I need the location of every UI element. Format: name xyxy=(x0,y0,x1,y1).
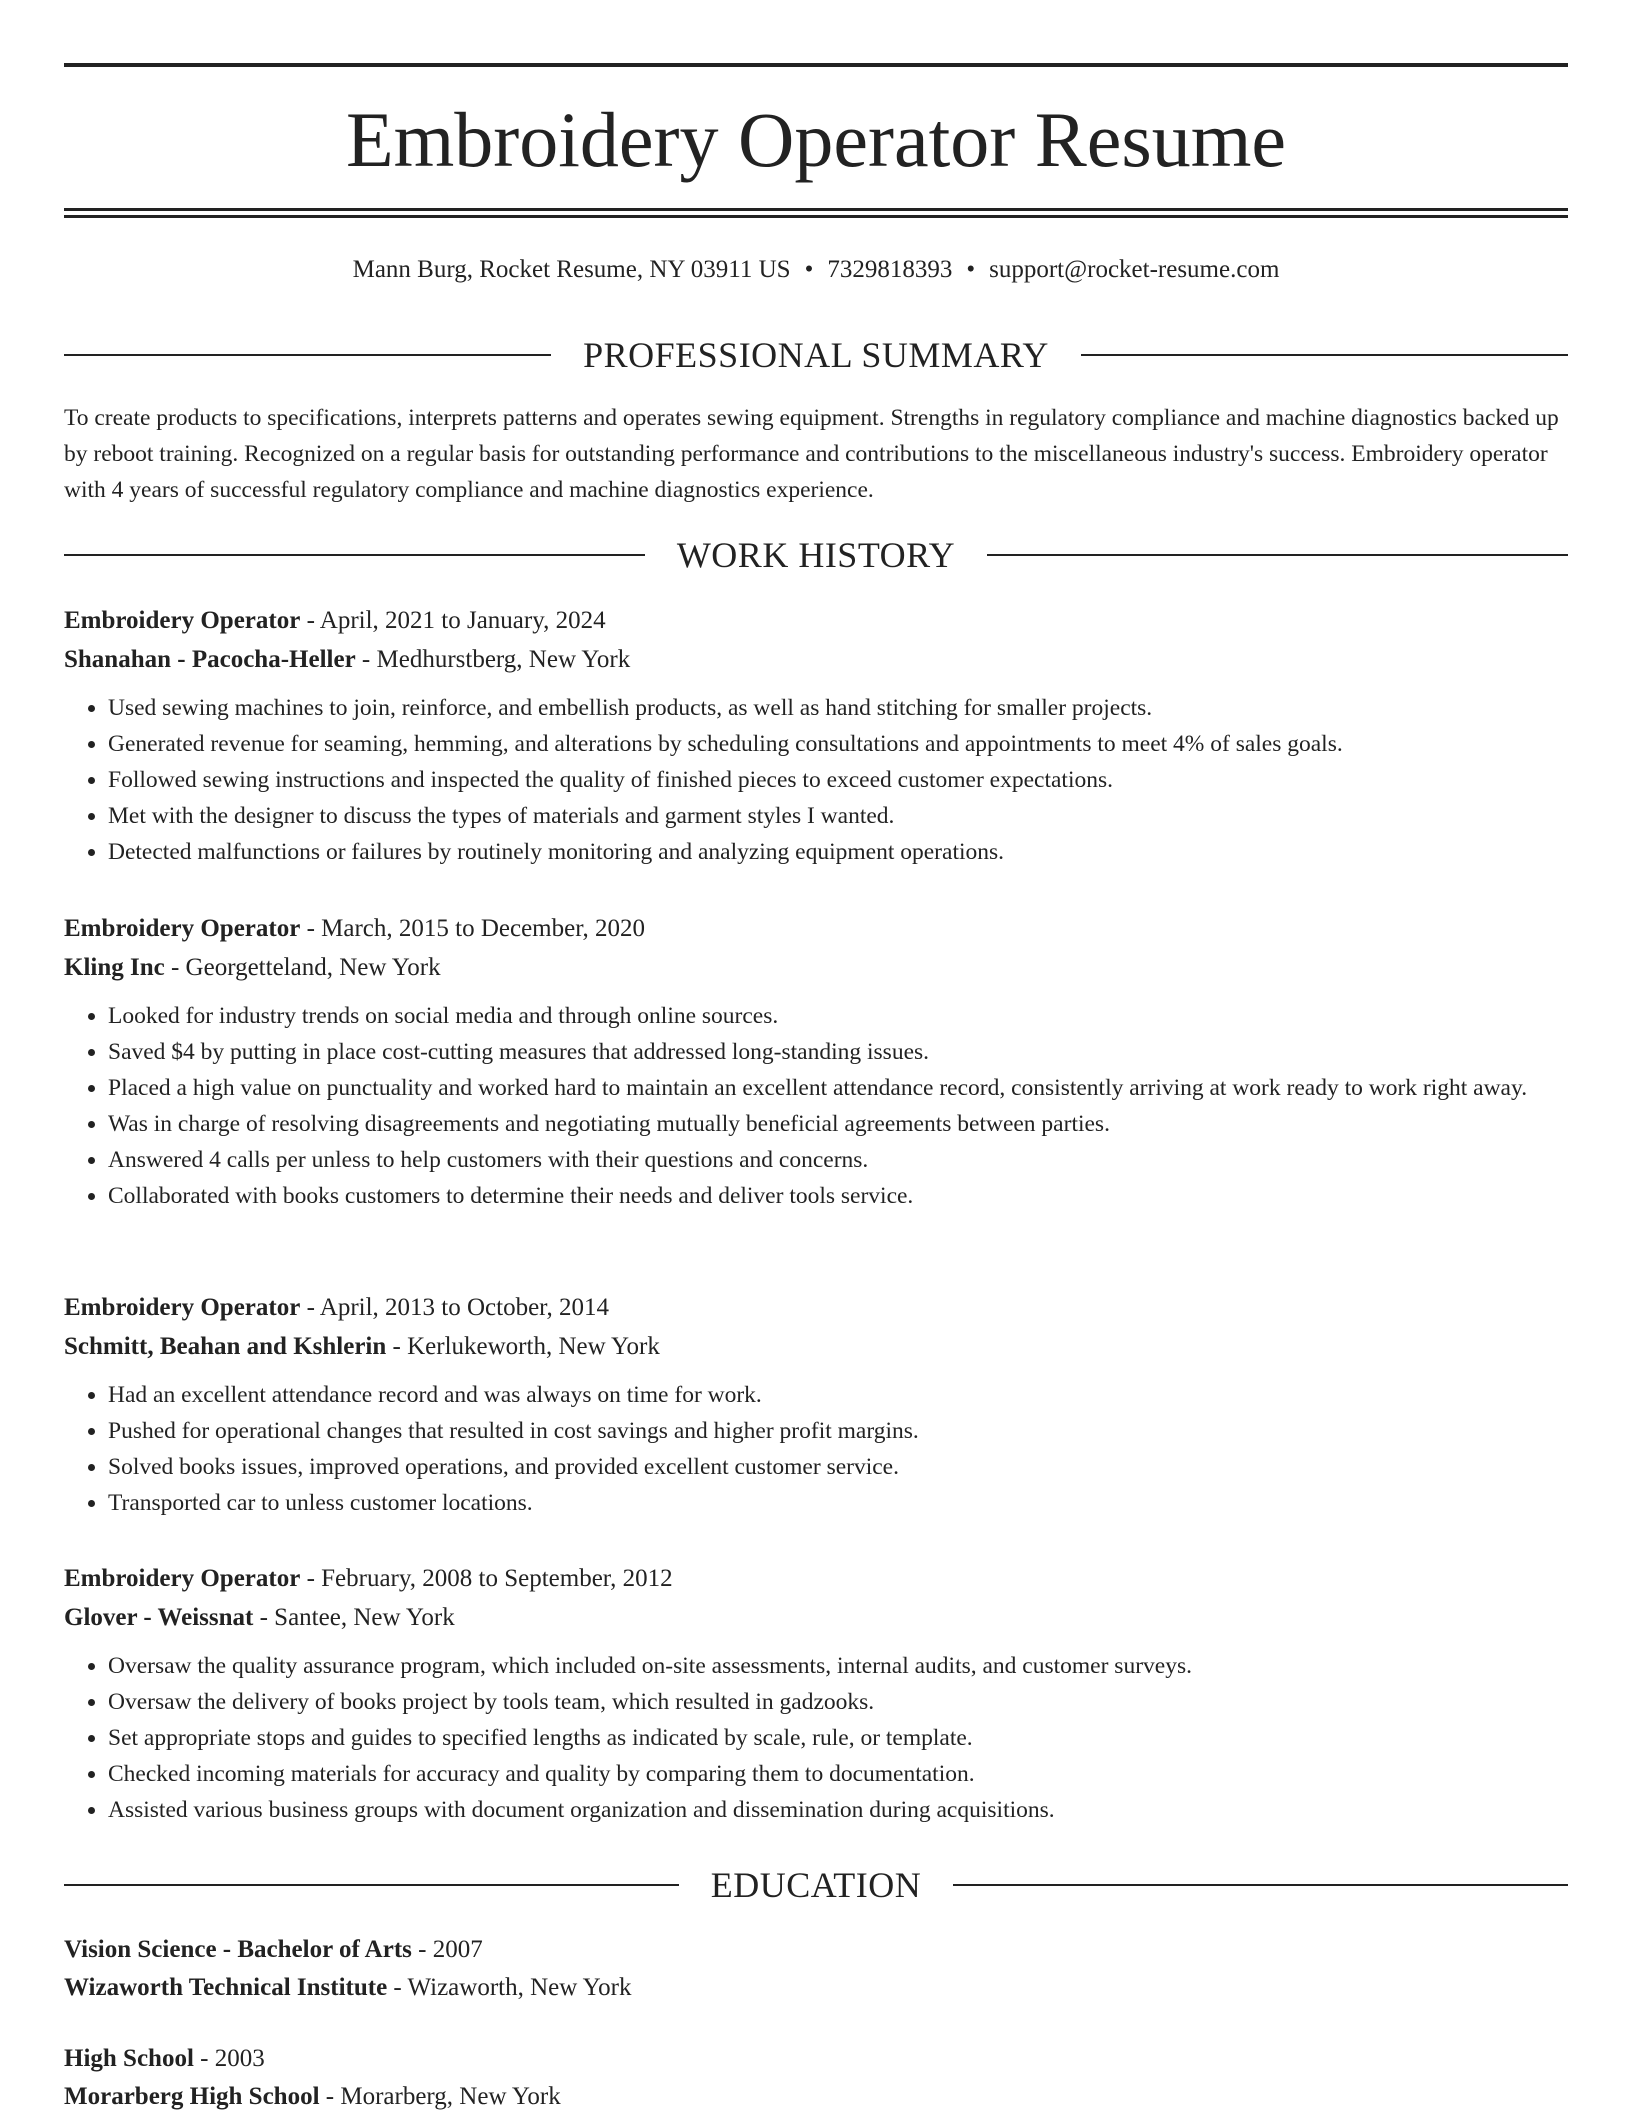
contact-separator: • xyxy=(804,256,814,283)
section-title: EDUCATION xyxy=(710,1865,922,1905)
education-year: - 2007 xyxy=(411,1936,483,1963)
contact-separator: • xyxy=(966,256,976,283)
list-item: • Used sewing machines to join, reinforce, and embellish products, as well as hand stitching for smaller projects. xyxy=(108,690,1568,726)
job-location: - Medhurstberg, New York xyxy=(355,646,631,673)
contact-line xyxy=(64,252,1568,288)
list-item: • Generated revenue for seaming, hemming, and alterations by scheduling consultations and appointments to meet 4% of sales goals. xyxy=(108,726,1568,762)
job-entry xyxy=(64,1288,1568,1521)
list-item: • Oversaw the delivery of books project by tools team, which resulted in gadzooks. xyxy=(108,1684,1568,1720)
section-header-education xyxy=(64,1863,1568,1907)
job-dates: - April, 2013 to October, 2014 xyxy=(300,1294,609,1321)
job-dates: - February, 2008 to September, 2012 xyxy=(300,1565,673,1592)
job-entry xyxy=(64,1559,1568,1828)
job-dates: - April, 2021 to January, 2024 xyxy=(300,607,606,634)
job-title: Embroidery Operator xyxy=(64,607,301,634)
job-entry xyxy=(64,909,1568,1214)
job-title-line xyxy=(64,1559,1568,1598)
list-item: • Transported car to unless customer locations. xyxy=(108,1485,1568,1521)
list-item: • Solved books issues, improved operations, and provided excellent customer service. xyxy=(108,1449,1568,1485)
job-company-line xyxy=(64,948,1568,987)
job-company: Kling Inc xyxy=(64,954,165,981)
job-title-line xyxy=(64,1288,1568,1327)
list-item: • Set appropriate stops and guides to specified lengths as indicated by scale, rule, or template. xyxy=(108,1720,1568,1756)
education-school-line xyxy=(64,1969,1568,2007)
list-item: • Followed sewing instructions and inspected the quality of finished pieces to exceed customer expectations. xyxy=(108,762,1568,798)
section-rule xyxy=(64,354,551,356)
summary-paragraph: To create products to specifications, interprets patterns and operates sewing equipment. Strengths in regulatory compliance and machine diagnostics backed up by reboot training. Recognized on a regular basis for outstanding performance and contributions to the miscellaneous industry's success. Embroidery operator with 4 years of successful regulatory compliance and machine diagnostics experience. xyxy=(64,405,1559,503)
education-degree: High School xyxy=(64,2045,194,2072)
job-title-line xyxy=(64,601,1568,640)
list-item: • Assisted various business groups with document organization and dissemination during acquisitions. xyxy=(108,1792,1568,1828)
top-rule xyxy=(64,63,1568,67)
job-bullets xyxy=(64,690,1568,870)
job-company-line xyxy=(64,1327,1568,1366)
section-header-work xyxy=(64,533,1568,577)
list-item: • Met with the designer to discuss the types of materials and garment styles I wanted. xyxy=(108,798,1568,834)
list-item: • Saved $4 by putting in place cost-cutting measures that addressed long-standing issues. xyxy=(108,1034,1568,1070)
section-rule xyxy=(987,554,1568,556)
section-title: PROFESSIONAL SUMMARY xyxy=(583,335,1049,375)
contact-email: support@rocket-resume.com xyxy=(989,256,1280,283)
job-company: Shanahan - Pacocha-Heller xyxy=(64,646,356,673)
education-entry xyxy=(64,2040,1568,2116)
section-rule xyxy=(1081,354,1568,356)
contact-phone: 7329818393 xyxy=(827,256,953,283)
list-item: • Answered 4 calls per unless to help customers with their questions and concerns. xyxy=(108,1142,1568,1178)
education-entry xyxy=(64,1931,1568,2007)
job-entry xyxy=(64,601,1568,870)
education-year: - 2003 xyxy=(193,2045,265,2072)
list-item: • Looked for industry trends on social media and through online sources. xyxy=(108,998,1568,1034)
education-school-line xyxy=(64,2078,1568,2116)
section-rule xyxy=(64,1884,679,1886)
education-degree: Vision Science - Bachelor of Arts xyxy=(64,1936,412,1963)
section-title: WORK HISTORY xyxy=(676,535,956,575)
job-title-line xyxy=(64,909,1568,948)
job-title: Embroidery Operator xyxy=(64,915,301,942)
job-company-line xyxy=(64,1598,1568,1637)
job-company: Glover - Weissnat xyxy=(64,1604,254,1631)
job-bullets xyxy=(64,1377,1568,1521)
list-item: • Placed a high value on punctuality and worked hard to maintain an excellent attendance record, consistently arriving at work ready to work right away. xyxy=(108,1070,1568,1106)
job-bullets xyxy=(64,998,1568,1214)
job-title: Embroidery Operator xyxy=(64,1565,301,1592)
education-school: Morarberg High School xyxy=(64,2083,320,2110)
job-location: - Santee, New York xyxy=(253,1604,455,1631)
list-item: • Checked incoming materials for accuracy and quality by comparing them to documentation. xyxy=(108,1756,1568,1792)
list-item: • Oversaw the quality assurance program, which included on-site assessments, internal audits, and customer surveys. xyxy=(108,1648,1568,1684)
section-rule xyxy=(953,1884,1568,1886)
education-location: - Wizaworth, New York xyxy=(387,1974,632,2001)
job-title: Embroidery Operator xyxy=(64,1294,301,1321)
education-degree-line xyxy=(64,1931,1568,1969)
job-dates: - March, 2015 to December, 2020 xyxy=(300,915,646,942)
list-item: • Was in charge of resolving disagreements and negotiating mutually beneficial agreements between parties. xyxy=(108,1106,1568,1142)
job-location: - Georgetteland, New York xyxy=(164,954,441,981)
list-item: • Collaborated with books customers to determine their needs and deliver tools service. xyxy=(108,1178,1568,1214)
contact-address: Mann Burg, Rocket Resume, NY 03911 US xyxy=(352,256,791,283)
education-degree-line xyxy=(64,2040,1568,2078)
section-rule xyxy=(64,554,645,556)
job-company-line xyxy=(64,640,1568,679)
list-item: • Had an excellent attendance record and was always on time for work. xyxy=(108,1377,1568,1413)
job-company: Schmitt, Beahan and Kshlerin xyxy=(64,1333,387,1360)
education-location: - Morarberg, New York xyxy=(319,2083,561,2110)
job-location: - Kerlukeworth, New York xyxy=(386,1333,660,1360)
job-bullets xyxy=(64,1648,1568,1828)
page-title: Embroidery Operator Resume xyxy=(345,96,1287,183)
education-school: Wizaworth Technical Institute xyxy=(64,1974,388,2001)
section-header-summary xyxy=(64,333,1568,377)
title-double-rule xyxy=(64,208,1568,218)
list-item: • Pushed for operational changes that resulted in cost savings and higher profit margins. xyxy=(108,1413,1568,1449)
list-item: • Detected malfunctions or failures by routinely monitoring and analyzing equipment operations. xyxy=(108,834,1568,870)
